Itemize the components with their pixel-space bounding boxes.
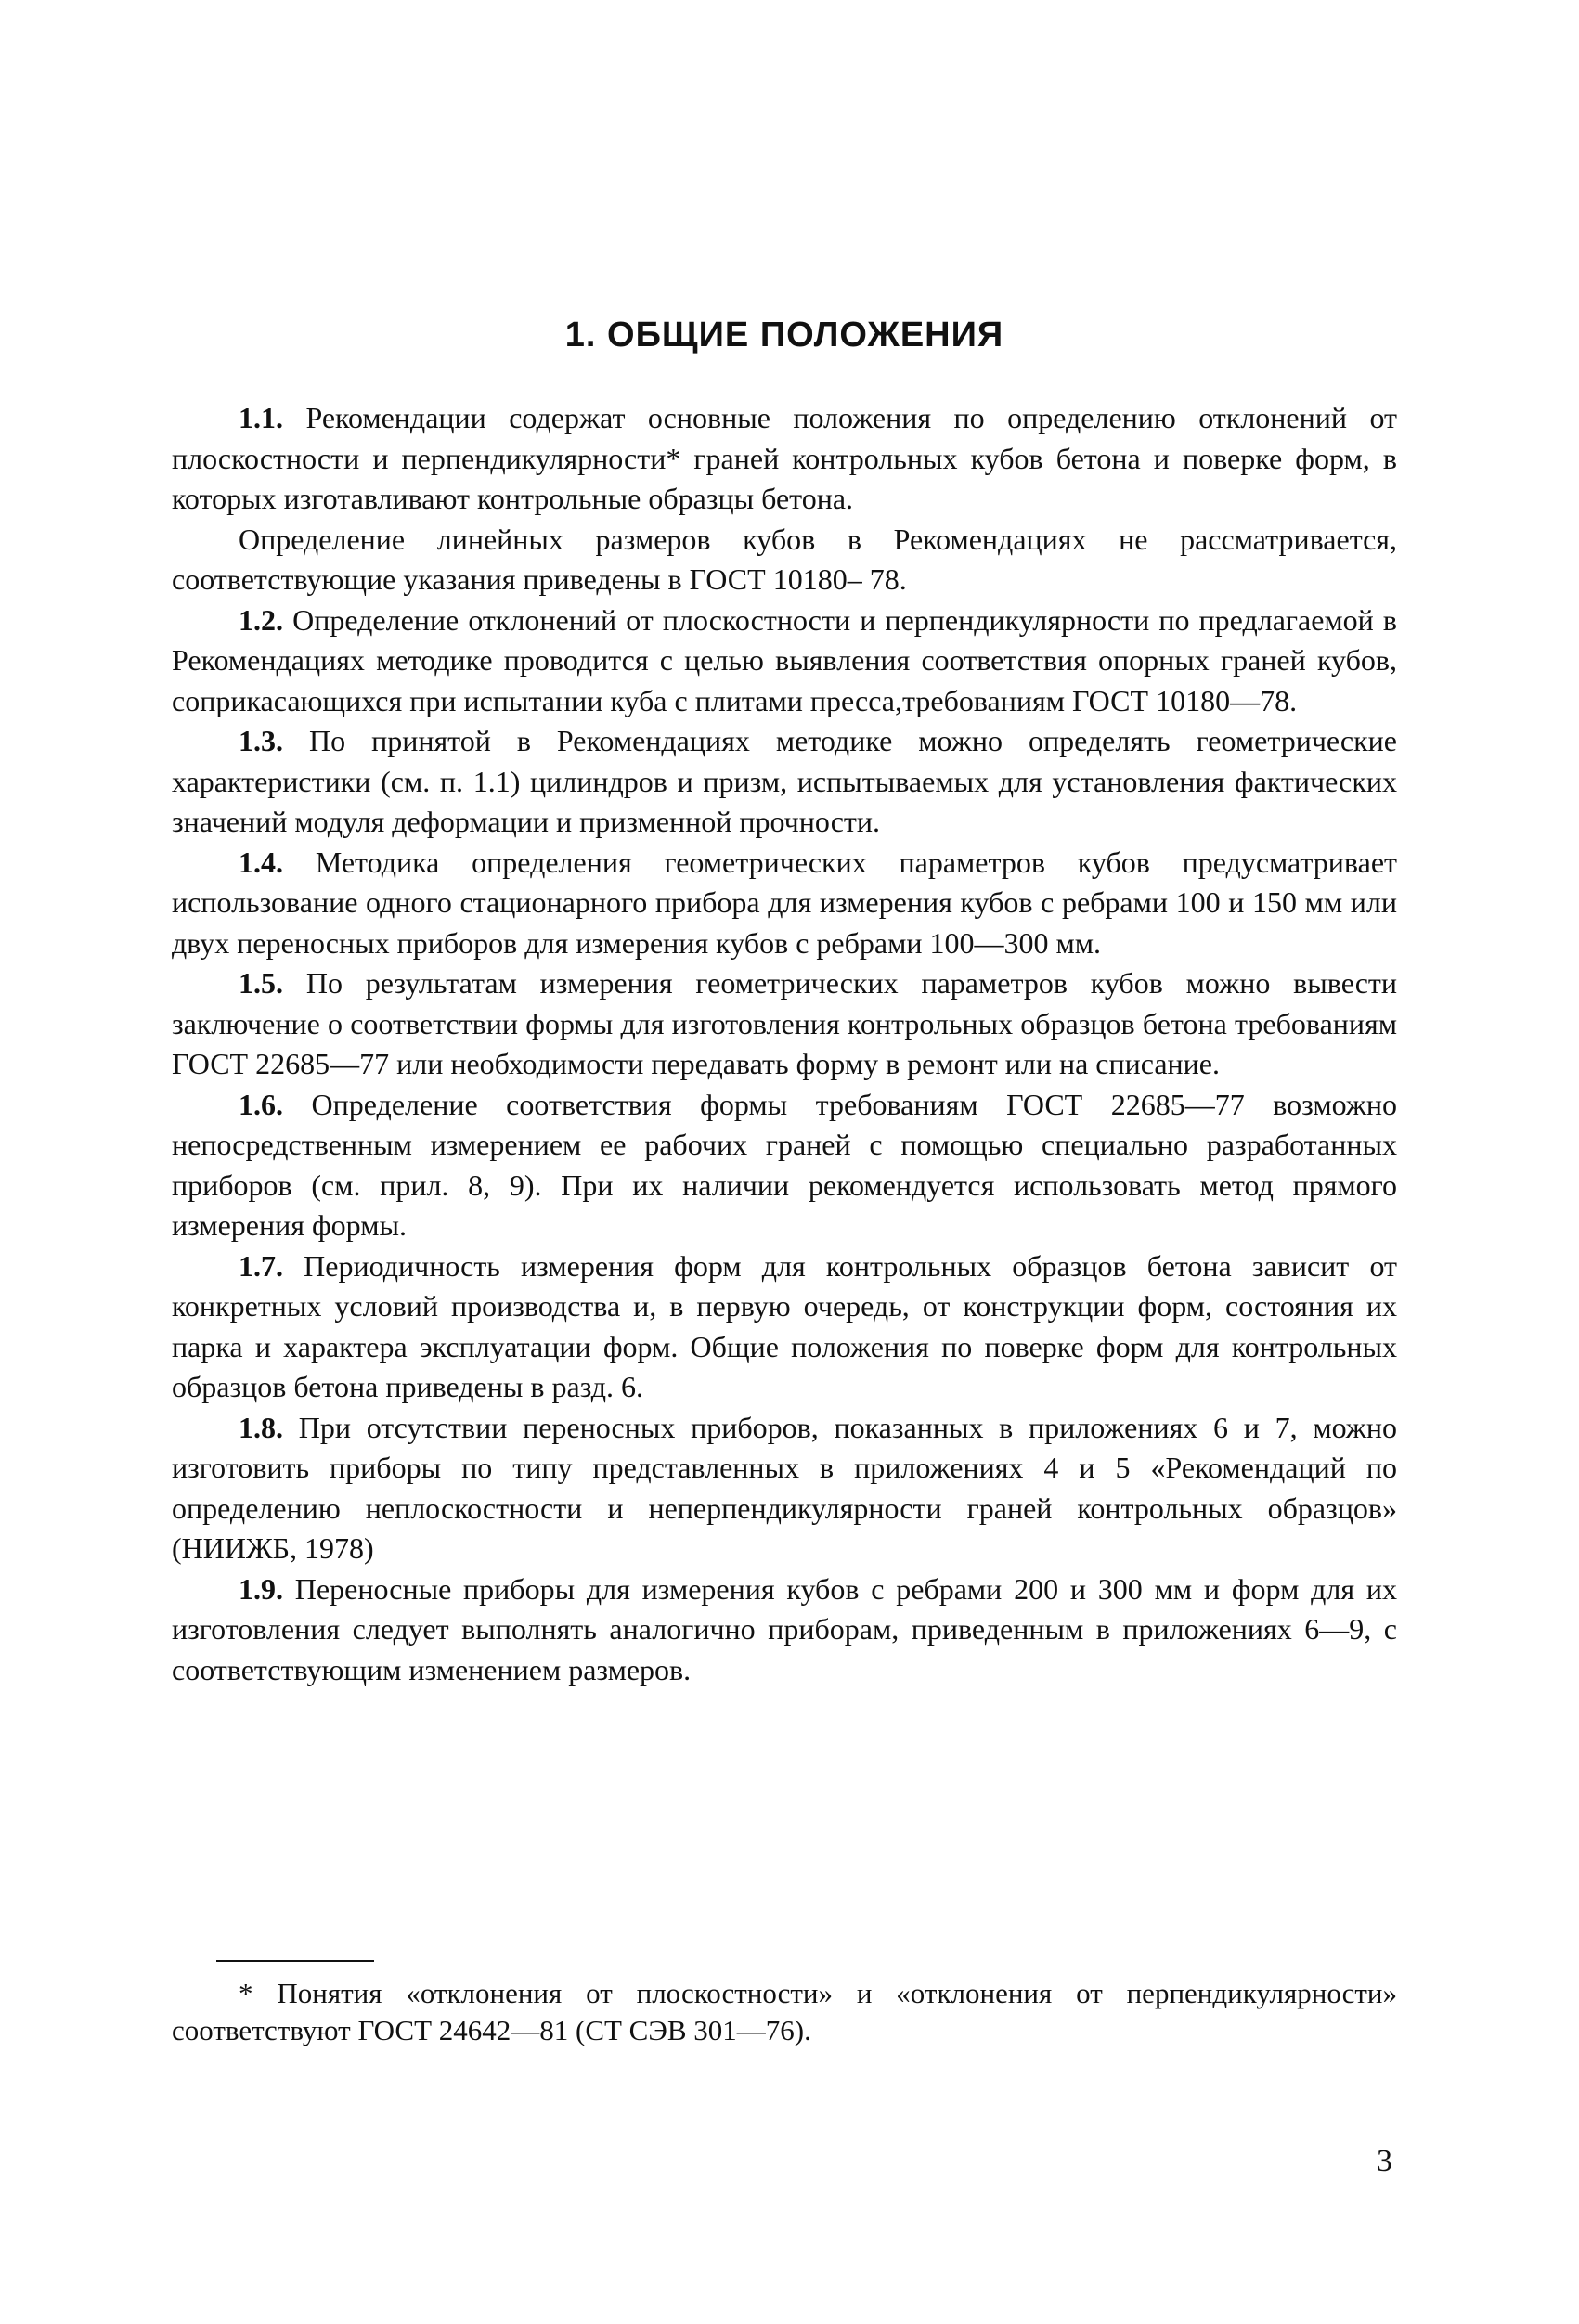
paragraph-1-4 (172, 843, 1397, 964)
paragraph-number: 1.7. (239, 1248, 283, 1283)
paragraph-1-9 (172, 1569, 1397, 1691)
paragraph-1-1 (172, 398, 1397, 520)
paragraph-number: 1.6. (239, 1087, 283, 1121)
paragraph-text: Периодичность измерения форм для контрольных образцов бетона зависит от конкретных условий производства и, в первую очередь, от конструкции форм, состояния их парка и характера эксплуатации форм. Общие положения по поверке форм для контрольных образцов бетона приведены в разд. 6. (172, 1248, 1398, 1403)
paragraph-text: Определение отклонений от плоскостности и перпендикулярности по предлагаемой в Рекомендациях методике проводится с целью выявления соответствия опорных граней кубов, соприкасающихся при испытании куба с плитами пресса,требованиям ГОСТ 10180—78. (172, 602, 1398, 717)
paragraph-number: 1.2. (239, 602, 283, 637)
paragraph-text: По результатам измерения геометрических параметров кубов можно вывести заключение о соответствии формы для изготовления контрольных образцов бетона требованиям ГОСТ 22685—77 или необходимости передавать форму в ремонт или на списание. (172, 966, 1398, 1080)
paragraph-text: Определение линейных размеров кубов в Рекомендациях не рассматривается, соответствующие указания приведены в ГОСТ 10180– 78. (172, 522, 1397, 596)
page-number: 3 (1377, 2144, 1392, 2178)
section-title: 1. ОБЩИЕ ПОЛОЖЕНИЯ (564, 316, 1004, 355)
paragraph-number: 1.1. (239, 401, 283, 434)
paragraph-number: 1.8. (239, 1410, 283, 1444)
paragraph-text: При отсутствии переносных приборов, показанных в приложениях 6 и 7, можно изготовить приборы по типу представленных в приложениях 4 и 5 «Рекомендаций по определению неплоскостности и неперпендикулярности граней контрольных образцов» (НИИЖБ, 1978) (172, 1410, 1398, 1565)
paragraph-1-8 (172, 1408, 1397, 1569)
paragraph-1-6 (172, 1085, 1397, 1246)
paragraph-1-1-continued (172, 520, 1397, 600)
paragraph-text: Переносные приборы для измерения кубов с ребрами 200 и 300 мм и форм для их изготовления следует выполнять аналогично приборам, приведенным в приложениях 6—9, с соответствующим изменением размеров. (172, 1571, 1398, 1686)
paragraph-text: Методика определения геометрических параметров кубов предусматривает использование одного стационарного прибора для измерения кубов с ребрами 100 и 150 мм или двух переносных приборов для измерения кубов с ребрами 100—300 мм. (172, 845, 1398, 960)
paragraph-number: 1.5. (239, 966, 283, 1000)
footnote: * Понятия «отклонения от плоскостности» и «отклонения от перпендикулярности» соответствуют ГОСТ 24642—81 (СТ СЭВ 301—76). (172, 1977, 1397, 2046)
page-body (172, 316, 1397, 1690)
paragraph-1-3 (172, 721, 1397, 843)
paragraph-number: 1.9. (239, 1571, 283, 1606)
paragraph-1-2 (172, 600, 1397, 722)
paragraph-text: Определение соответствия формы требованиям ГОСТ 22685—77 возможно непосредственным измерением ее рабочих граней с помощью специально разработанных приборов (см. прил. 8, 9). При их наличии рекомендуется использовать метод прямого измерения формы. (172, 1087, 1398, 1242)
paragraph-1-7 (172, 1246, 1397, 1408)
footnote-divider (216, 1960, 374, 1962)
paragraph-1-5 (172, 963, 1397, 1085)
paragraph-number: 1.4. (239, 845, 283, 879)
paragraph-text: Рекомендации содержат основные положения по определению отклонений от плоскостности и перпендикулярности* граней контрольных кубов бетона и поверке форм, в которых изготавливают контрольные образцы бетона. (172, 401, 1398, 515)
paragraph-text: По принятой в Рекомендациях методике можно определять геометрические характеристики (см. п. 1.1) цилиндров и призм, испытываемых для установления фактических значений модуля деформации и призменной прочности. (172, 724, 1398, 838)
paragraph-number: 1.3. (239, 724, 283, 757)
